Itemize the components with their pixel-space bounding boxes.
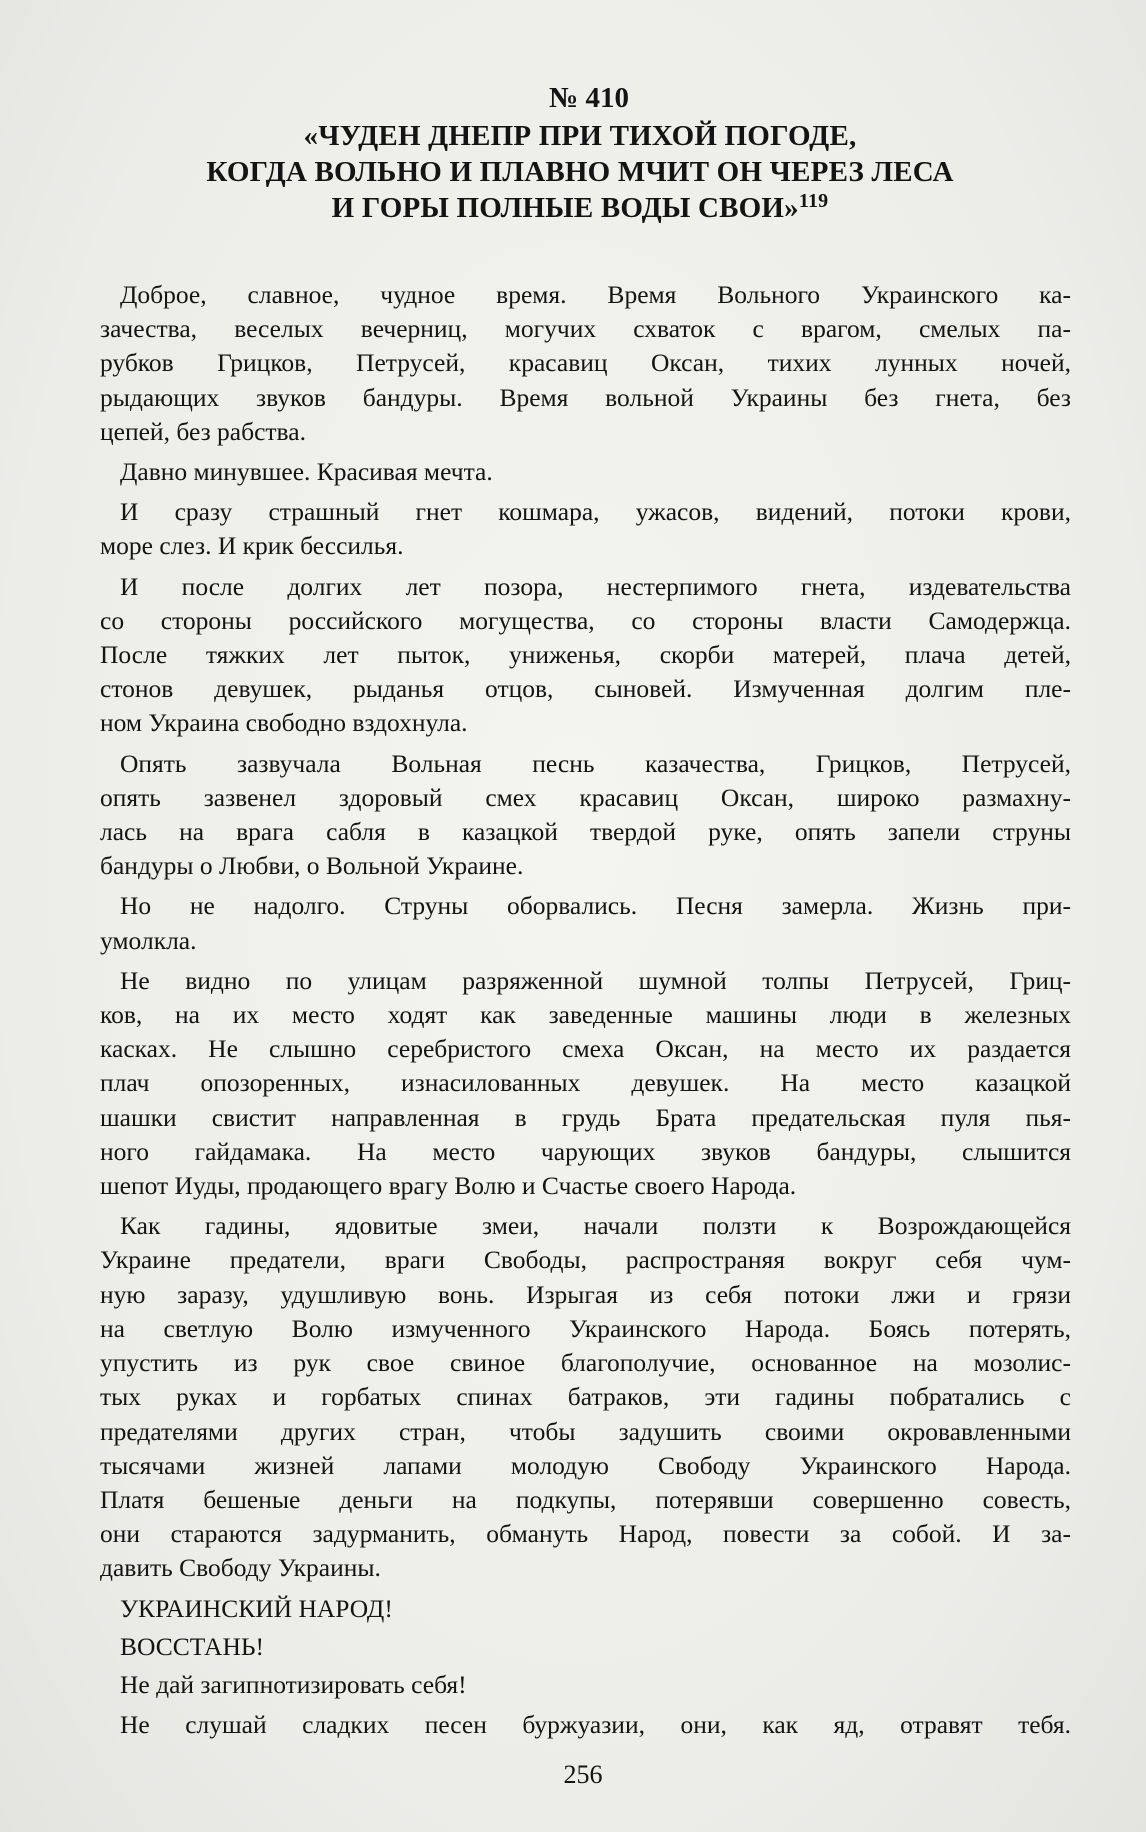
text-line: зачества, веселых вечерниц, могучих схваток с врагом, смелых па- bbox=[100, 314, 1071, 344]
text-line: на светлую Волю измученного Украинского Народа. Боясь потерять, bbox=[100, 1313, 1071, 1343]
text-line: Не видно по улицам разряженной шумной толпы Петрусей, Гриц- bbox=[120, 965, 1071, 995]
text-line: касках. Не слышно серебристого смеха Оксан, на место их раздается bbox=[100, 1034, 1071, 1064]
paragraph bbox=[100, 889, 1071, 957]
text-line: шепот Иуды, продающего врагу Волю и Счастье своего Народа. bbox=[100, 1171, 797, 1201]
text-line: Доброе, славное, чудное время. Время Вольного Украинского ка- bbox=[120, 280, 1071, 309]
document-body bbox=[100, 278, 1071, 1748]
document-title bbox=[100, 118, 1060, 226]
text-line: плач опозоренных, изнасилованных девушек. На место казацкой bbox=[100, 1068, 1071, 1098]
text-line: стонов девушек, рыданья отцов, сыновей. Измученная долгим пле- bbox=[100, 674, 1071, 704]
paragraph bbox=[100, 1209, 1071, 1585]
paragraph bbox=[100, 1592, 1071, 1626]
text-line: И сразу страшный гнет кошмара, ужасов, видений, потоки крови, bbox=[120, 497, 1071, 527]
text-line: море слез. И крик бессилья. bbox=[100, 531, 404, 561]
text-line: умолкла. bbox=[100, 925, 197, 955]
title-line: «ЧУДЕН ДНЕПР ПРИ ТИХОЙ ПОГОДЕ, bbox=[303, 120, 857, 152]
paragraph bbox=[100, 278, 1071, 449]
title-line-text: И ГОРЫ ПОЛНЫЕ ВОДЫ СВОИ» bbox=[331, 192, 799, 224]
text-line: предателями других стран, чтобы задушить своими окровавленными bbox=[100, 1416, 1071, 1446]
paragraph bbox=[100, 1630, 1071, 1664]
paragraph bbox=[100, 495, 1071, 563]
text-line: И после долгих лет позора, нестерпимого гнета, издевательства bbox=[120, 571, 1071, 601]
text-line: Но не надолго. Струны оборвались. Песня замерла. Жизнь при- bbox=[120, 891, 1071, 921]
paragraph bbox=[100, 455, 1071, 489]
text-line: Не дай загипнотизировать себя! bbox=[120, 1669, 467, 1699]
text-line: лась на врага сабля в казацкой твердой руке, опять запели струны bbox=[100, 817, 1071, 847]
text-line: со стороны российского могущества, со стороны власти Самодержца. bbox=[100, 605, 1071, 635]
text-line: Не слушай сладких песен буржуазии, они, как яд, отравят тебя. bbox=[120, 1710, 1071, 1740]
text-line: рыдающих звуков бандуры. Время вольной Украины без гнета, без bbox=[100, 382, 1071, 412]
text-line: шашки свистит направленная в грудь Брата предательская пуля пья- bbox=[100, 1102, 1071, 1132]
text-line: рубков Грицков, Петрусей, красавиц Оксан, тихих лунных ночей, bbox=[100, 348, 1071, 378]
text-line: бандуры о Любви, о Вольной Украине. bbox=[100, 851, 524, 881]
text-line: Платя бешеные деньги на подкупы, потерявши совершенно совесть, bbox=[100, 1484, 1071, 1514]
paragraph bbox=[100, 747, 1071, 884]
text-line: ков, на их место ходят как заведенные машины люди в железных bbox=[100, 1000, 1071, 1030]
document-number: № 410 bbox=[549, 82, 629, 114]
paragraph bbox=[100, 1668, 1071, 1702]
text-line: цепей, без рабства. bbox=[100, 416, 306, 446]
text-line: давить Свободу Украины. bbox=[100, 1553, 381, 1583]
footnote-marker: 119 bbox=[798, 190, 829, 212]
text-line: ного гайдамака. На место чарующих звуков бандуры, слышится bbox=[100, 1136, 1071, 1166]
document-heading bbox=[100, 80, 1060, 226]
paragraph bbox=[100, 1708, 1071, 1742]
text-line: опять зазвенел здоровый смех красавиц Оксан, широко размахну- bbox=[100, 782, 1071, 812]
text-line: Опять зазвучала Вольная песнь казачества, Грицков, Петрусей, bbox=[120, 748, 1071, 778]
text-line: Украине предатели, враги Свободы, распространяя вокруг себя чум- bbox=[100, 1245, 1071, 1275]
text-line: тысячами жизней лапами молодую Свободу Украинского Народа. bbox=[100, 1450, 1071, 1480]
text-line: После тяжких лет пыток, униженья, скорби матерей, плача детей, bbox=[100, 640, 1071, 670]
text-line: упустить из рук свое свиное благополучие, основанное на мозолис- bbox=[100, 1348, 1071, 1378]
text-line: Давно минувшее. Красивая мечта. bbox=[120, 457, 493, 487]
title-line: КОГДА ВОЛЬНО И ПЛАВНО МЧИТ ОН ЧЕРЕЗ ЛЕСА bbox=[206, 156, 954, 188]
paragraph bbox=[100, 964, 1071, 1203]
text-line: УКРАИНСКИЙ НАРОД! bbox=[120, 1593, 393, 1623]
text-line: ВОССТАНЬ! bbox=[120, 1631, 265, 1661]
text-line: Как гадины, ядовитые змеи, начали ползти к Возрождающейся bbox=[120, 1211, 1071, 1241]
title-line bbox=[100, 190, 1060, 226]
text-line: ном Украина свободно вздохнула. bbox=[100, 708, 468, 738]
text-line: они стараются задурманить, обмануть Народ, повести за собой. И за- bbox=[100, 1519, 1071, 1549]
text-line: ную заразу, удушливую вонь. Изрыгая из себя потоки лжи и грязи bbox=[100, 1279, 1071, 1309]
paragraph bbox=[100, 570, 1071, 741]
page-number: 256 bbox=[563, 1760, 603, 1789]
text-line: тых руках и горбатых спинах батраков, эти гадины побратались с bbox=[100, 1382, 1071, 1412]
